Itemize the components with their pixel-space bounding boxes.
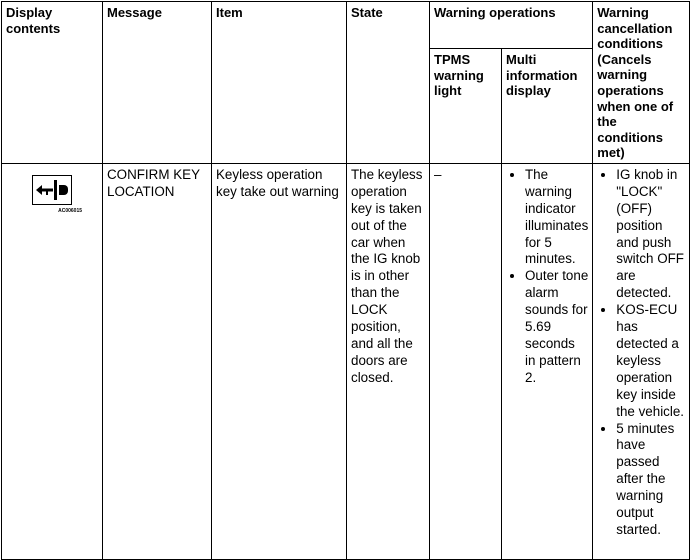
item-cell: Keyless operation key take out warning (212, 163, 347, 559)
key-outside-car-icon (32, 175, 72, 205)
message-cell: CONFIRM KEY LOCATION (103, 163, 212, 559)
list-item: • 5 minutes have passed after the warning output started. (616, 421, 685, 539)
header-tpms-warning-light: TPMS warning light (430, 49, 502, 164)
table-row (2, 163, 690, 559)
cancellation-conditions-list (597, 167, 685, 539)
header-warning-operations: Warning operations (430, 2, 593, 49)
list-item: • KOS-ECU has detected a keyless operation key inside the vehicle. (616, 302, 685, 420)
icon-code: AC006015 (58, 207, 82, 214)
warning-table (1, 1, 690, 560)
header-message: Message (103, 2, 212, 164)
cancellation-conditions-cell (593, 163, 690, 559)
display-icon-wrap (22, 175, 82, 223)
display-contents-cell (2, 163, 103, 559)
header-row (2, 2, 690, 49)
header-multi-information-display: Multi information display (502, 49, 593, 164)
list-item: • Outer tone alarm sounds for 5.69 seconds in pattern 2. (525, 268, 588, 386)
header-state: State (347, 2, 430, 164)
multi-information-display-cell (502, 163, 593, 559)
list-item: • The warning indicator illuminates for 5 minutes. (525, 167, 588, 268)
tpms-warning-light-cell: – (430, 163, 502, 559)
multi-information-display-list (506, 167, 588, 387)
state-cell: The keyless operation key is taken out of the car when the IG knob is in other than the LOCK position, and all the doors are closed. (347, 163, 430, 559)
header-item: Item (212, 2, 347, 164)
list-item: • IG knob in "LOCK" (OFF) position and push switch OFF are detected. (616, 167, 685, 302)
header-display-contents: Display contents (2, 2, 103, 164)
header-warning-cancellation: Warning cancellation conditions (Cancels warning operations when one of the conditions met) (593, 2, 690, 164)
